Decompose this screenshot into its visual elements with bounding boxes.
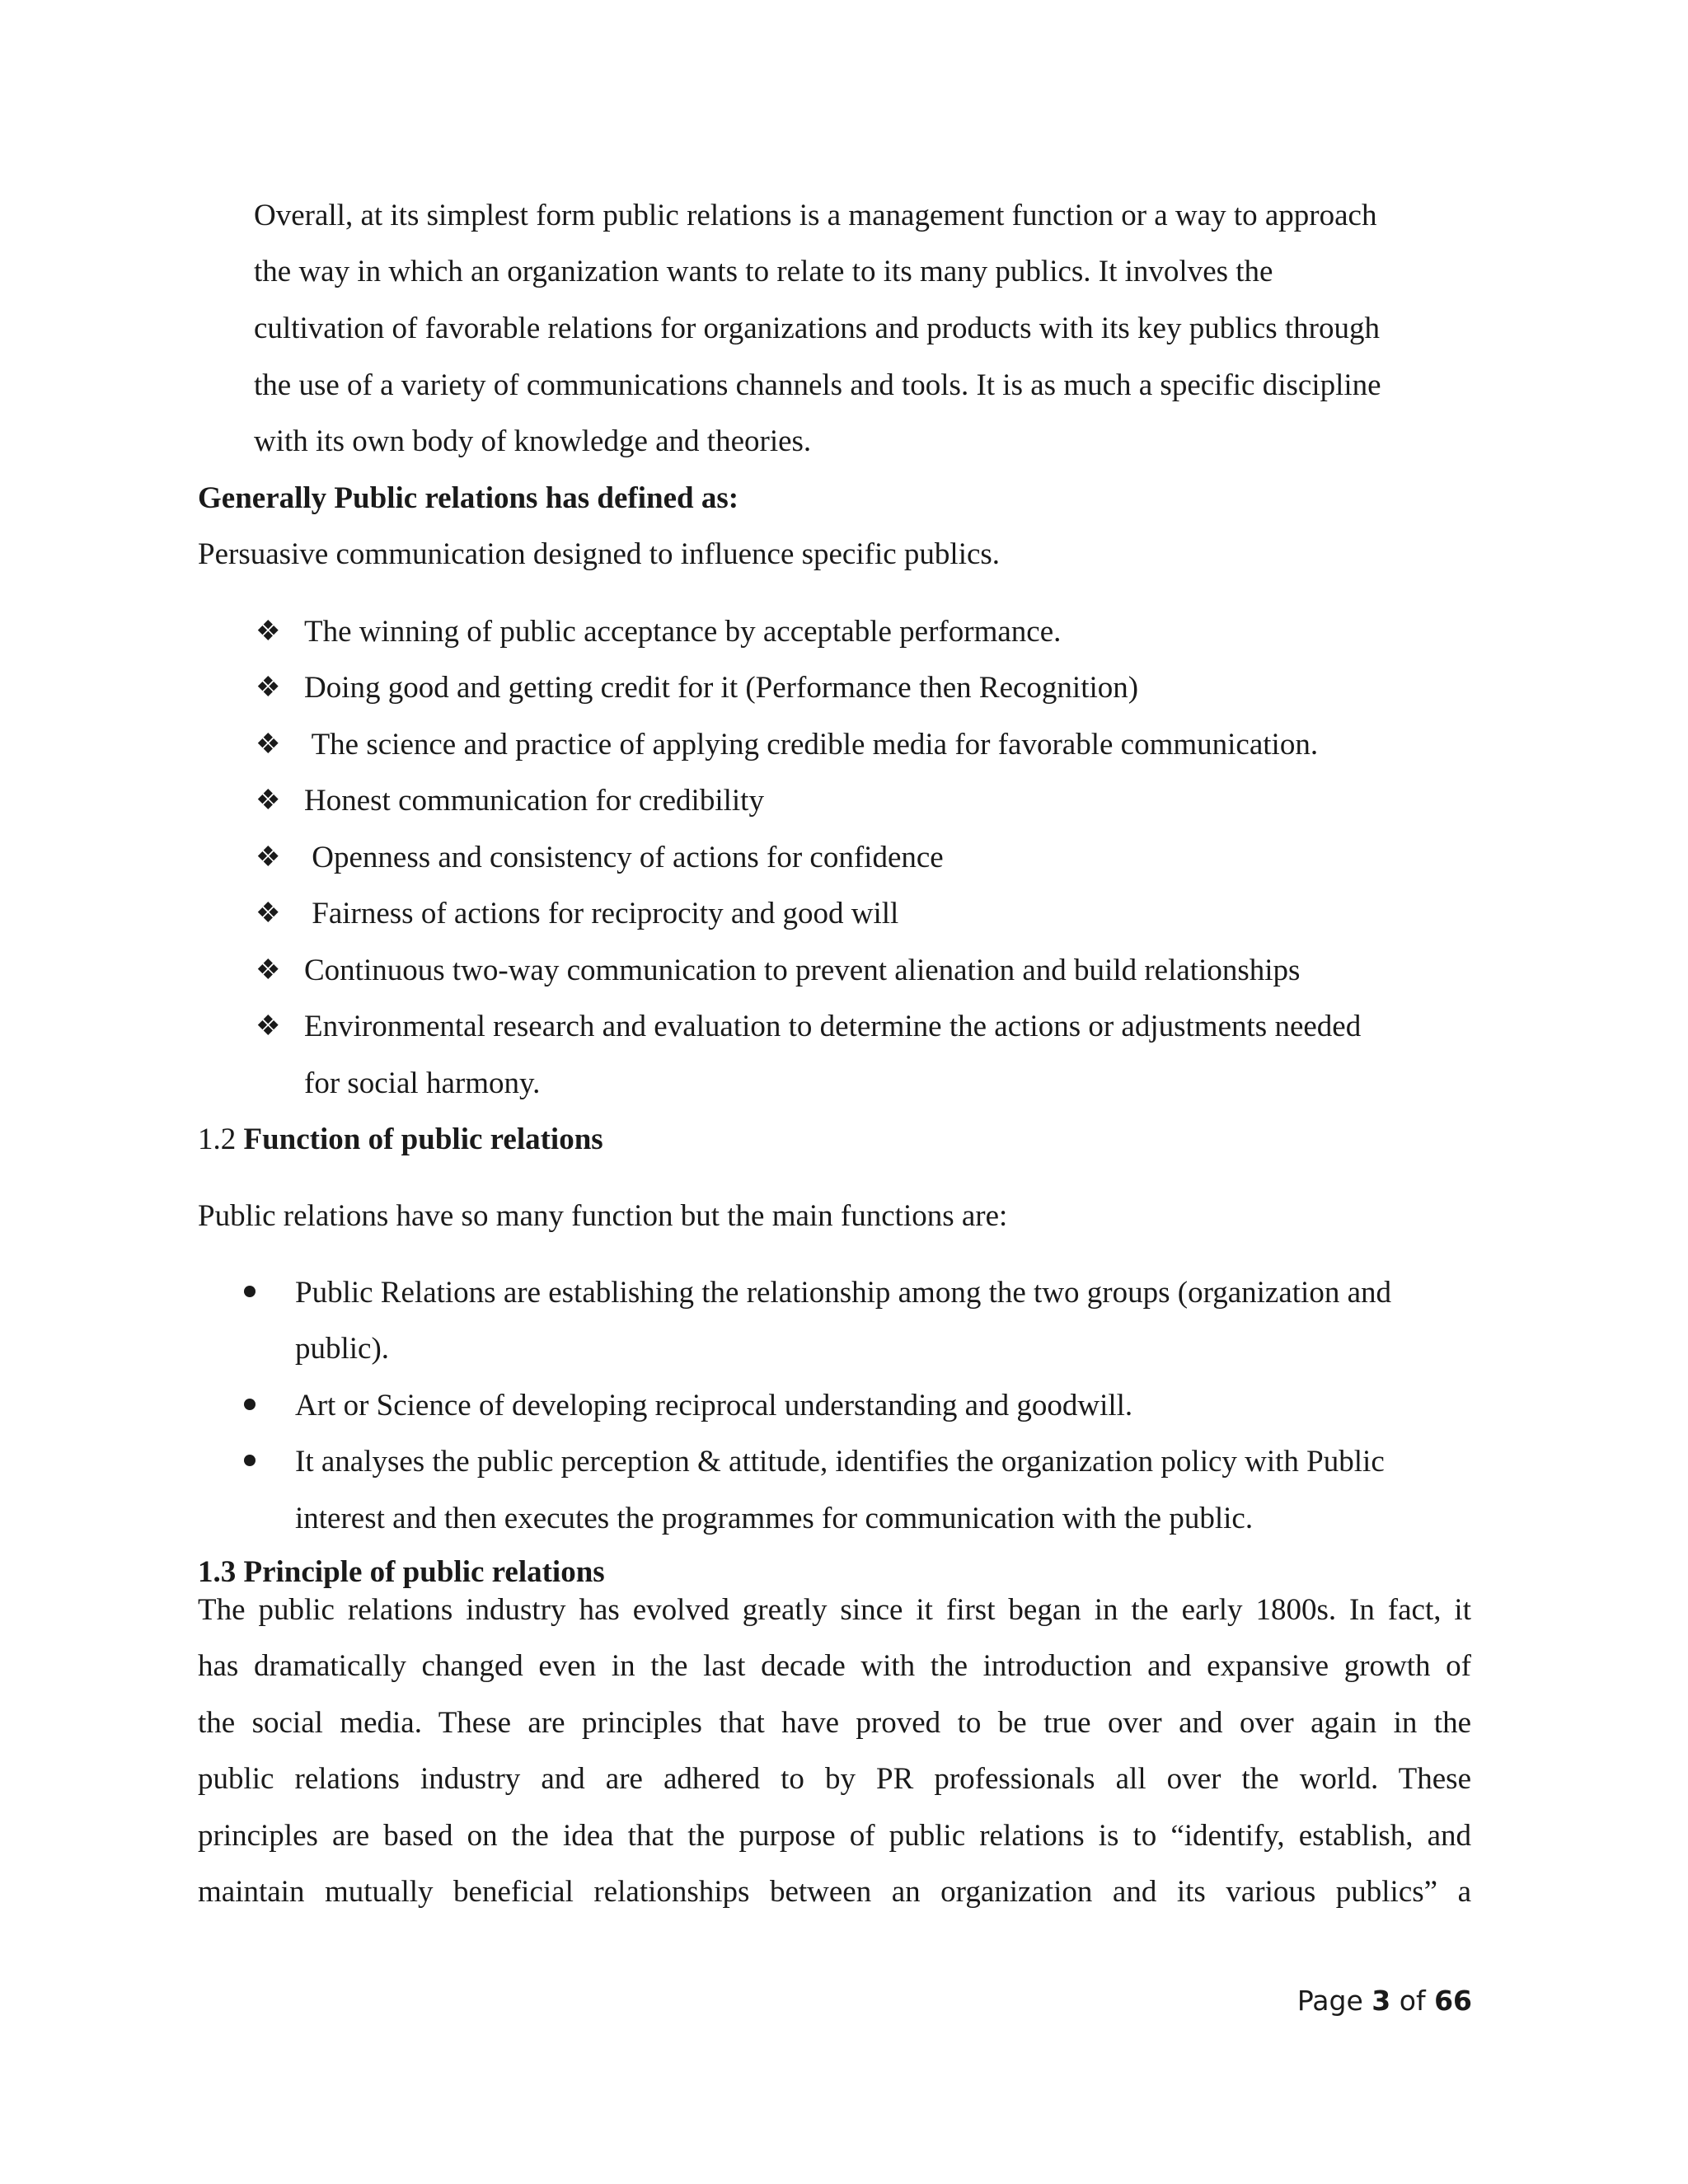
- definition-item-7: Continuous two-way communication to prevent alienation and build relationships: [304, 954, 1301, 987]
- definition-item-8: Environmental research and evaluation to determine the actions or adjustments needed: [304, 1010, 1362, 1043]
- definition-item-5: Openness and consistency of actions for confidence: [304, 841, 944, 874]
- principle-line-2: has dramatically changed even in the last decade with the introduction and expansive growth of: [198, 1649, 1471, 1683]
- four-diamond-bullet-icon: ❖: [256, 673, 281, 703]
- function-item-1-continuation: public).: [295, 1332, 390, 1366]
- page-number-footer: [1297, 1983, 1472, 2019]
- page-label: Page: [1296, 1985, 1363, 2017]
- principle-line-5: principles are based on the idea that the purpose of public relations is to “identify, establish, and: [198, 1819, 1471, 1853]
- definition-heading: Generally Public relations has defined as:: [198, 481, 739, 515]
- four-diamond-bullet-icon: ❖: [256, 785, 281, 816]
- definition-item-1: The winning of public acceptance by acceptable performance.: [304, 615, 1062, 649]
- round-dot-bullet-icon: [244, 1399, 256, 1410]
- four-diamond-bullet-icon: ❖: [256, 616, 281, 647]
- principle-line-3: the social media. These are principles that have proved to be true over and over again in the: [198, 1706, 1471, 1740]
- four-diamond-bullet-icon: ❖: [256, 842, 281, 873]
- definition-lead: Persuasive communication designed to influence specific publics.: [198, 537, 1001, 571]
- four-diamond-bullet-icon: ❖: [256, 898, 281, 929]
- definition-item-4: Honest communication for credibility: [304, 784, 764, 818]
- round-dot-bullet-icon: [244, 1286, 256, 1297]
- function-section-title: Function of public relations: [243, 1122, 603, 1156]
- principle-line-6: maintain mutually beneficial relationships between an organization and its various publics” a: [198, 1875, 1471, 1909]
- function-item-3: It analyses the public perception & attitude, identifies the organization policy with Public: [295, 1445, 1385, 1479]
- definition-item-3: The science and practice of applying credible media for favorable communication.: [304, 728, 1319, 762]
- function-heading: [198, 1120, 603, 1160]
- round-dot-bullet-icon: [244, 1455, 256, 1466]
- four-diamond-bullet-icon: ❖: [256, 955, 281, 986]
- total-pages-number: 66: [1434, 1985, 1472, 2017]
- function-lead: Public relations have so many function but the main functions are:: [198, 1199, 1008, 1233]
- intro-line-2: the way in which an organization wants to relate to its many publics. It involves the: [254, 255, 1273, 288]
- function-section-number: 1.2: [198, 1122, 237, 1156]
- function-item-2: Art or Science of developing reciprocal understanding and goodwill.: [295, 1389, 1133, 1422]
- intro-line-1: Overall, at its simplest form public relations is a management function or a way to approach: [254, 199, 1377, 232]
- definition-item-2: Doing good and getting credit for it (Performance then Recognition): [304, 671, 1139, 705]
- four-diamond-bullet-icon: ❖: [256, 729, 281, 760]
- principle-heading: 1.3 Principle of public relations: [198, 1555, 605, 1589]
- principle-line-4: public relations industry and are adhered to by PR professionals all over the world. These: [198, 1762, 1471, 1796]
- definition-item-8-continuation: for social harmony.: [304, 1066, 541, 1100]
- current-page-number: 3: [1372, 1985, 1391, 2017]
- intro-line-3: cultivation of favorable relations for organizations and products with its key publics through: [254, 312, 1380, 345]
- principle-line-1: The public relations industry has evolved greatly since it first began in the early 1800s. In fact, it: [198, 1593, 1471, 1627]
- intro-line-4: the use of a variety of communications channels and tools. It is as much a specific discipline: [254, 368, 1381, 402]
- function-item-3-continuation: interest and then executes the programmes for communication with the public.: [295, 1502, 1254, 1535]
- intro-line-5: with its own body of knowledge and theories.: [254, 424, 812, 458]
- of-label: of: [1399, 1985, 1426, 2017]
- four-diamond-bullet-icon: ❖: [256, 1011, 281, 1042]
- function-item-1: Public Relations are establishing the relationship among the two groups (organization and: [295, 1276, 1392, 1310]
- definition-item-6: Fairness of actions for reciprocity and good will: [304, 897, 899, 930]
